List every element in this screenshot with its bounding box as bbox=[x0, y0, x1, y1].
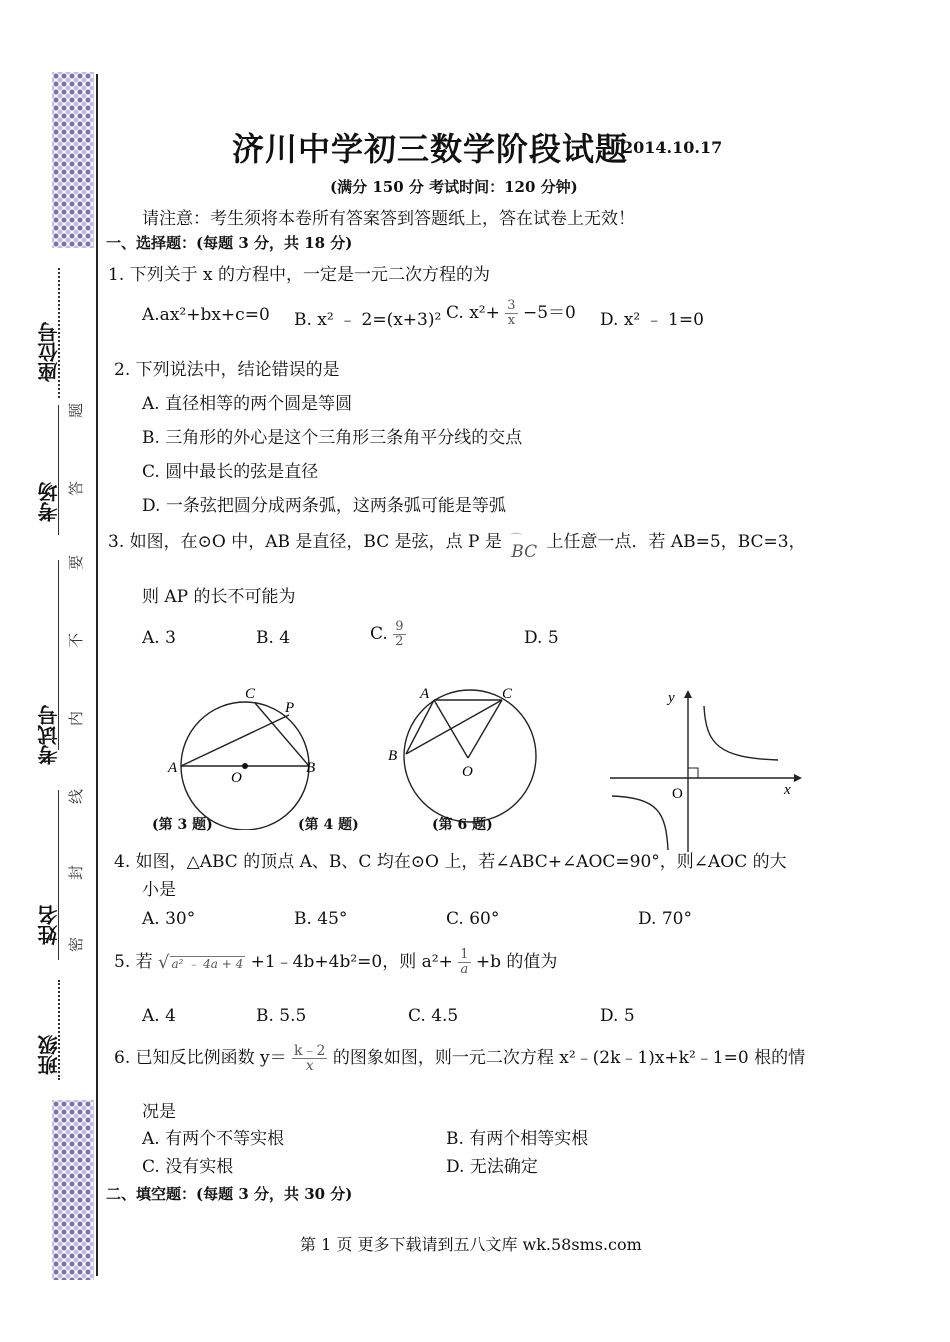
caption-q4: (第 4 题) bbox=[298, 817, 359, 833]
q1-c-fraction: $\frac{3}{x}$ bbox=[507, 298, 516, 328]
seal-hint-7: 封 bbox=[67, 864, 86, 881]
seal-hint-1: 题 bbox=[67, 402, 86, 419]
fig1-label-o: O bbox=[231, 770, 242, 786]
seat-number-label: 座位号 bbox=[37, 322, 61, 382]
q4-line2: 小是 bbox=[142, 880, 176, 900]
binding-line bbox=[96, 74, 98, 1276]
q3-option-d: D. 5 bbox=[524, 628, 559, 648]
q3-stem bbox=[108, 527, 806, 562]
exam-subtitle: (满分 150 分 考试时间：120 分钟) bbox=[330, 178, 578, 196]
seat-number-underline bbox=[58, 268, 62, 398]
fig2-label-o: O bbox=[462, 764, 473, 780]
binding-pattern-top bbox=[52, 72, 94, 248]
q3-stem-pre: 3. 如图，在⊙O 中，AB 是直径，BC 是弦，点 P 是 bbox=[108, 532, 502, 552]
fig2-radius-oa bbox=[434, 700, 468, 758]
q5-pre: 5. 若 bbox=[114, 952, 153, 972]
q4-option-b: B. 45° bbox=[294, 909, 348, 929]
q6-line2: 况是 bbox=[142, 1102, 176, 1122]
q1-option-b: B. x² ﹣ 2=(x+3)² bbox=[294, 310, 442, 330]
q4-option-c: C. 60° bbox=[446, 909, 500, 929]
q3-c-fraction: $\frac{9}{2}$ bbox=[395, 619, 404, 649]
q2-option-a: A. 直径相等的两个圆是等圆 bbox=[142, 394, 353, 414]
q4-option-d: D. 70° bbox=[638, 909, 692, 929]
q1-option-d: D. x² ﹣ 1=0 bbox=[600, 310, 704, 330]
fig1-label-a: A bbox=[168, 760, 178, 776]
fig1-center-dot bbox=[242, 763, 248, 769]
q3-line2: 则 AP 的长不可能为 bbox=[142, 587, 296, 607]
q6-option-a: A. 有两个不等实根 bbox=[142, 1129, 285, 1149]
class-label: 班级 bbox=[37, 1035, 61, 1075]
q1-stem: 1. 下列关于 x 的方程中，一定是一元二次方程的为 bbox=[108, 265, 491, 285]
q5-radical bbox=[158, 952, 245, 973]
q5-mid: +1﹣4b+4b²=0，则 a²+ bbox=[250, 952, 453, 972]
q5-fraction: $\frac{1}{a}$ bbox=[460, 947, 469, 977]
q4-option-a: A. 30° bbox=[142, 909, 196, 929]
seal-hint-6: 线 bbox=[67, 788, 86, 805]
section1-heading: 一、选择题：(每题 3 分，共 18 分) bbox=[106, 234, 353, 252]
q3-arc: ⌒ BC bbox=[510, 532, 538, 562]
q1-option-a: A.ax²+bx+c=0 bbox=[142, 305, 270, 325]
exam-room-label: 考场 bbox=[37, 482, 61, 522]
fig1-label-p: P bbox=[285, 700, 295, 716]
fig3-x-arrow bbox=[794, 774, 802, 782]
q2-option-d: D. 一条弦把圆分成两条弧，这两条弧可能是等弧 bbox=[142, 496, 506, 516]
q6-pre: 6. 已知反比例函数 y＝ bbox=[114, 1048, 287, 1068]
q2-option-c: C. 圆中最长的弦是直径 bbox=[142, 462, 319, 482]
q6-fraction: $\frac{k﹣2}{x}$ bbox=[294, 1043, 326, 1074]
section2-heading: 二、填空题：(每题 3 分，共 30 分) bbox=[106, 1185, 353, 1203]
q6-post: 的图象如图，则一元二次方程 x²﹣(2k﹣1)x+k²﹣1=0 根的情 bbox=[332, 1048, 806, 1068]
q1-c-pre: C. x²+ bbox=[446, 303, 500, 323]
seal-hint-2: 答 bbox=[67, 480, 86, 497]
caption-q3: (第 3 题) bbox=[152, 817, 213, 833]
figure-q6 bbox=[608, 684, 808, 854]
fig3-label-y: y bbox=[668, 690, 675, 706]
seal-hint-8: 密 bbox=[67, 936, 86, 953]
fig3-label-o: O bbox=[672, 786, 683, 802]
q3-c-pre: C. bbox=[370, 624, 388, 644]
page-title: 济川中学初三数学阶段试题 bbox=[232, 130, 629, 168]
binding-pattern-bottom bbox=[52, 1100, 94, 1280]
fig3-right-angle bbox=[688, 768, 698, 778]
q3-option-c bbox=[370, 620, 406, 649]
q1-c-post: −5＝0 bbox=[522, 303, 576, 323]
q1-option-c bbox=[446, 298, 576, 328]
fig1-label-b: B bbox=[306, 760, 316, 776]
seal-hint-5: 内 bbox=[67, 710, 86, 727]
q5-radicand: a² ﹣ 4a + 4 bbox=[171, 957, 244, 971]
fig2-radius-oc bbox=[468, 700, 502, 758]
name-underline bbox=[58, 790, 60, 960]
q6-option-d: D. 无法确定 bbox=[446, 1157, 538, 1177]
fig3-label-x: x bbox=[784, 782, 791, 798]
exam-notice: 请注意：考生须将本卷所有答案答到答题纸上，答在试卷上无效！ bbox=[142, 209, 635, 229]
fig2-label-c: C bbox=[502, 686, 513, 702]
class-underline bbox=[58, 980, 61, 1080]
q5-option-a: A. 4 bbox=[142, 1006, 176, 1026]
seal-hint-4: 不 bbox=[67, 632, 86, 649]
q5-stem bbox=[114, 947, 557, 977]
name-label: 姓名 bbox=[37, 905, 61, 945]
fig1-label-c: C bbox=[245, 686, 256, 702]
fig3-branch-q1 bbox=[704, 706, 778, 760]
q5-option-c: C. 4.5 bbox=[408, 1006, 459, 1026]
q2-stem: 2. 下列说法中，结论错误的是 bbox=[114, 360, 340, 380]
q3-stem-post: 上任意一点．若 AB=5，BC=3， bbox=[546, 532, 806, 552]
fig3-y-arrow bbox=[684, 690, 692, 698]
q6-option-b: B. 有两个相等实根 bbox=[446, 1129, 589, 1149]
caption-q6: (第 6 题) bbox=[432, 817, 493, 833]
q6-option-c: C. 没有实根 bbox=[142, 1157, 234, 1177]
fig2-label-a: A bbox=[420, 686, 430, 702]
figure-q4 bbox=[380, 680, 550, 830]
seal-hint-3: 要 bbox=[67, 554, 86, 571]
q3-option-b: B. 4 bbox=[256, 628, 291, 648]
figure-q3 bbox=[165, 680, 335, 830]
q5-option-d: D. 5 bbox=[600, 1006, 635, 1026]
exam-date: 2014.10.17 bbox=[622, 138, 723, 157]
exam-number-label: 考试号 bbox=[37, 705, 61, 765]
arc-mark: ⌒ bbox=[510, 532, 523, 546]
q4-stem: 4. 如图，△ABC 的顶点 A、B、C 均在⊙O 上，若∠ABC+∠AOC=90°，则∠AOC 的大 bbox=[114, 852, 787, 872]
page-footer: 第 1 页 更多下载请到五八文库 wk.58sms.com bbox=[300, 1235, 642, 1254]
fig2-label-b: B bbox=[388, 748, 398, 764]
q3-option-a: A. 3 bbox=[142, 628, 176, 648]
sqrt-icon: √ bbox=[158, 952, 170, 973]
fig3-branch-q3 bbox=[612, 796, 668, 850]
fig2-circle bbox=[404, 690, 536, 822]
q5-option-b: B. 5.5 bbox=[256, 1006, 307, 1026]
q6-stem bbox=[114, 1043, 805, 1073]
q5-post: +b 的值为 bbox=[475, 952, 558, 972]
exam-number-underline bbox=[58, 560, 60, 750]
exam-room-underline bbox=[58, 405, 60, 535]
q2-option-b: B. 三角形的外心是这个三角形三条角平分线的交点 bbox=[142, 428, 523, 448]
